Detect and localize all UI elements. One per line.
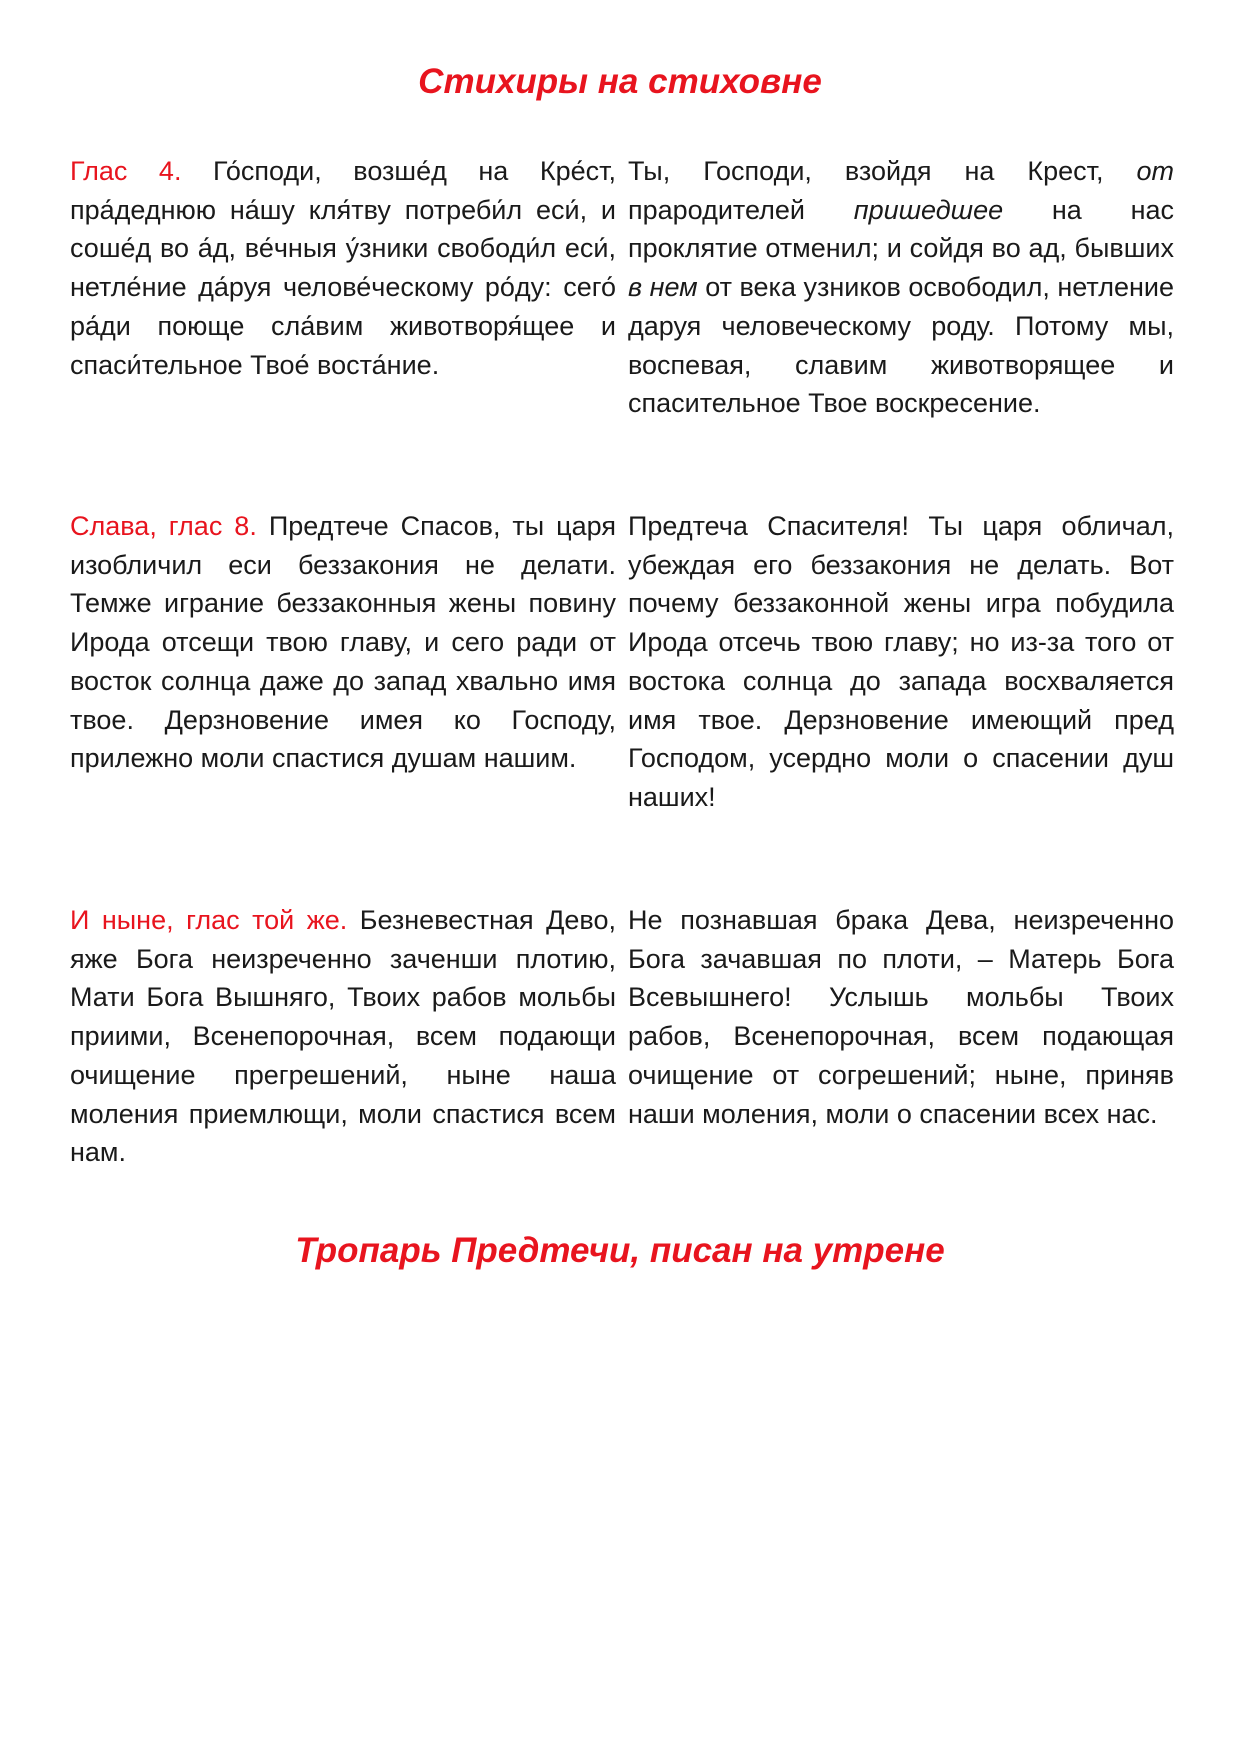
translation-part: прародителей — [628, 194, 805, 225]
text-block-glas-4 — [70, 152, 1174, 423]
translation-italic: пришедшее — [853, 194, 1004, 225]
slavonic-body: Безневестная Дево, яже Бога неизреченно заченши плотию, Мати Бога Вышняго, Твоих рабов мольбы приими, Всенепорочная, всем подающи очищение прегрешений, ныне наша моления приемлющи, моли спастися всем нам. — [70, 905, 616, 1168]
russian-translation-text: Предтеча Спасителя! Ты царя обличал, убеждая его беззакония не делать. Вот почему беззаконной жены игра побудила Ирода отсечь твою главу; но из-за того от востока солнца до запада восхваляется имя твое. Дерзновение имеющий пред Господом, усердно моли о спасении душ наших! — [628, 511, 1174, 812]
church-slavonic-text — [70, 152, 616, 423]
russian-translation-text: Не познавшая брака Дева, неизреченно Бога зачавшая по плоти, – Матерь Бога Всевышнего! Услышь мольбы Твоих рабов, Всенепорочная, всем подающая очищение от согрешений; ныне, приняв наши моления, моли о спасении всех нас. — [628, 905, 1174, 1129]
translation-italic: в нем — [628, 272, 698, 303]
tone-label: Слава, глас 8. — [70, 511, 257, 541]
section-heading-stichera: Стихиры на стиховне — [418, 62, 822, 101]
translation-part: на нас проклятие отменил; и сойдя во ад, бывших — [628, 194, 1174, 264]
tone-label: Глас 4. — [70, 156, 182, 186]
russian-translation-text — [628, 152, 1174, 423]
text-block-i-nyne — [70, 901, 1174, 1172]
translation-part: от века узников освободил, нетление даруя человеческому роду. Потому мы, воспевая, славим животворящее и спасительное Твое воскресение. — [628, 272, 1174, 419]
church-slavonic-text — [70, 901, 616, 1172]
translation-part: Ты, Господи, взойдя на Крест, — [628, 156, 1104, 186]
church-slavonic-text — [70, 507, 616, 817]
section-heading-troparion: Тропарь Предтечи, писан на утрене — [295, 1231, 945, 1270]
slavonic-body: Предтече Спасов, ты царя изобличил еси беззакония не делати. Темже играние беззаконныя жены повину Ирода отсещи твою главу, и сего ради от восток солнца даже до запад хвально имя твое. Дерзновение имея ко Господу, прилежно моли спастися душам нашим. — [70, 511, 616, 774]
slavonic-body: Го́споди, возше́д на Кре́ст, пра́деднюю на́шу кля́тву потреби́л еси́, и соше́д во а́д, ве́чныя у́зники свободи́л еси́, нетле́ние да́руя челове́ческому ро́ду: сего́ ра́ди поюще сла́вим животворя́щее и спаси́тельное Твое́ воста́ние. — [70, 156, 616, 380]
tone-label: И ныне, глас той же. — [70, 905, 348, 935]
translation-italic: от — [1136, 156, 1174, 186]
text-block-slava — [70, 507, 1174, 817]
